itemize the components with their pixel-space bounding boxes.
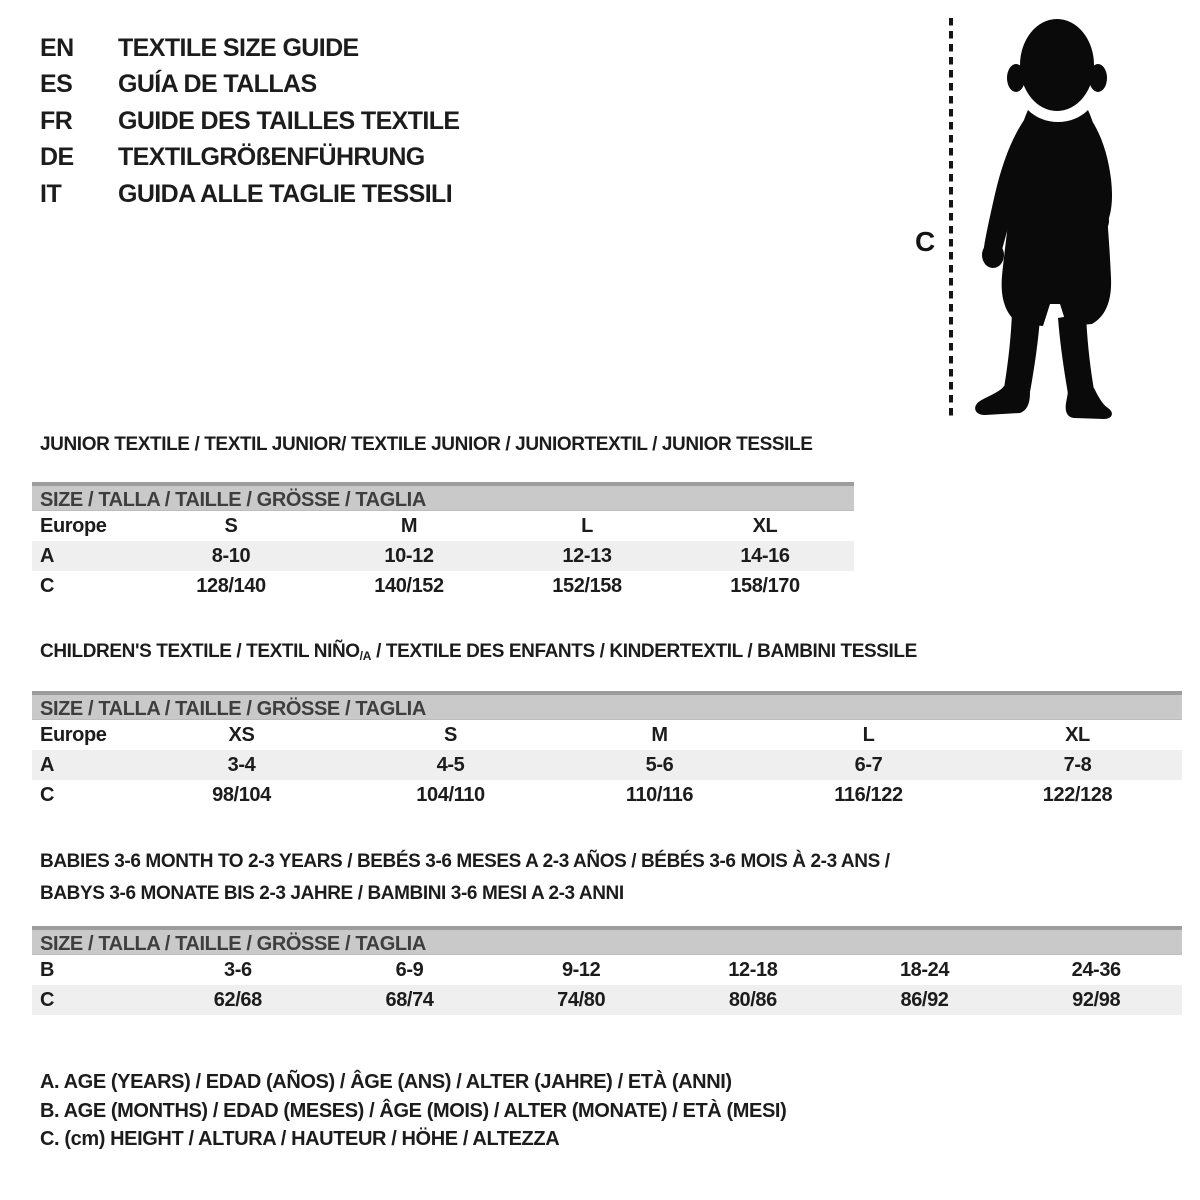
- children-size-table: [32, 691, 1182, 810]
- children-row-c-value: 104/110: [416, 784, 485, 806]
- babies-row-c-value: 62/68: [213, 989, 262, 1011]
- junior-size-table: [32, 482, 854, 601]
- junior-row-a-value: 14-16: [740, 545, 790, 567]
- junior-row-c-value: 158/170: [730, 575, 800, 597]
- babies-row-b-value: 12-18: [728, 959, 778, 981]
- lang-title-fr: GUIDE DES TAILLES TEXTILE: [118, 106, 460, 135]
- measure-label-c: C: [915, 226, 935, 257]
- junior-section-title: JUNIOR TEXTILE / TEXTIL JUNIOR/ TEXTILE JUNIOR / JUNIORTEXTIL / JUNIOR TESSILE: [40, 434, 813, 455]
- children-title-post: / TEXTILE DES ENFANTS / KINDERTEXTIL / BAMBINI TESSILE: [371, 641, 917, 662]
- children-col-s: S: [444, 724, 457, 746]
- children-header-row: [32, 720, 1182, 750]
- babies-size-table: [32, 926, 1182, 1015]
- children-row-a-value: 5-6: [645, 754, 674, 776]
- children-col-xs: XS: [228, 724, 255, 746]
- toddler-silhouette-icon: [975, 19, 1112, 419]
- language-header: [40, 30, 460, 213]
- babies-row-c-value: 86/92: [900, 989, 949, 1011]
- children-col-europe: Europe: [40, 724, 107, 746]
- lang-title-it: GUIDA ALLE TAGLIE TESSILI: [118, 179, 453, 208]
- babies-row-b-value: 6-9: [395, 959, 424, 981]
- babies-row-c-label: C: [40, 989, 55, 1011]
- junior-col-m: M: [400, 515, 418, 537]
- lang-title-de: TEXTILGRÖßENFÜHRUNG: [118, 143, 425, 172]
- children-row-a-value: 3-4: [227, 754, 256, 776]
- legend-line-c: C. (cm) HEIGHT / ALTURA / HAUTEUR / HÖHE / ALTEZZA: [40, 1128, 560, 1150]
- junior-row-a-value: 12-13: [562, 545, 612, 567]
- junior-col-xl: XL: [752, 515, 778, 537]
- children-row-c-value: 98/104: [212, 784, 271, 806]
- junior-row-a: [32, 541, 854, 571]
- lang-code-de: DE: [40, 143, 74, 172]
- lang-code-it: IT: [40, 179, 62, 208]
- children-row-c-value: 110/116: [625, 784, 694, 806]
- babies-row-c-value: 74/80: [557, 989, 606, 1011]
- children-row-a-value: 4-5: [436, 754, 465, 776]
- junior-row-c-value: 152/158: [552, 575, 622, 597]
- children-row-c-label: C: [40, 784, 55, 806]
- junior-col-s: S: [224, 515, 238, 537]
- babies-row-c: [32, 985, 1182, 1015]
- junior-row-c-value: 128/140: [196, 575, 266, 597]
- children-col-l: L: [862, 724, 875, 746]
- children-row-c: [32, 780, 1182, 810]
- height-measure-figure: [900, 14, 1145, 426]
- children-row-c-value: 116/122: [834, 784, 903, 806]
- children-col-m: M: [651, 724, 668, 746]
- babies-row-b-value: 24-36: [1071, 959, 1121, 981]
- babies-title-line2: BABYS 3-6 MONATE BIS 2-3 JAHRE / BAMBINI 3-6 MESI A 2-3 ANNI: [40, 883, 624, 904]
- junior-row-a-value: 8-10: [211, 545, 251, 567]
- children-row-a-label: A: [40, 754, 55, 776]
- junior-row-c-value: 140/152: [374, 575, 444, 597]
- legend-line-b: B. AGE (MONTHS) / EDAD (MESES) / ÂGE (MOIS) / ALTER (MONATE) / ETÀ (MESI): [40, 1099, 787, 1122]
- legend-line-a: A. AGE (YEARS) / EDAD (AÑOS) / ÂGE (ANS) / ALTER (JAHRE) / ETÀ (ANNI): [40, 1071, 732, 1093]
- babies-row-b: [32, 955, 1182, 985]
- children-col-xl: XL: [1065, 724, 1090, 746]
- babies-row-b-value: 9-12: [561, 959, 601, 981]
- lang-title-en: TEXTILE SIZE GUIDE: [118, 33, 359, 62]
- lang-code-fr: FR: [40, 106, 73, 135]
- children-row-c-value: 122/128: [1042, 784, 1113, 806]
- babies-row-c-value: 92/98: [1072, 989, 1121, 1011]
- lang-title-es: GUÍA DE TALLAS: [118, 70, 317, 99]
- junior-header-row: [32, 511, 854, 541]
- babies-row-b-value: 3-6: [223, 959, 252, 981]
- junior-size-header-band: SIZE / TALLA / TAILLE / GRÖSSE / TAGLIA: [32, 482, 854, 511]
- lang-code-en: EN: [40, 33, 74, 62]
- junior-col-l: L: [581, 515, 593, 537]
- children-row-a: [32, 750, 1182, 780]
- junior-col-europe: Europe: [40, 515, 107, 537]
- children-title-subscript: /A: [359, 649, 372, 663]
- children-row-a-value: 6-7: [854, 754, 883, 776]
- babies-size-header-band: SIZE / TALLA / TAILLE / GRÖSSE / TAGLIA: [32, 926, 1182, 955]
- junior-row-a-label: A: [40, 545, 55, 567]
- junior-row-c-label: C: [40, 575, 55, 597]
- babies-title-line1: BABIES 3-6 MONTH TO 2-3 YEARS / BEBÉS 3-6 MESES A 2-3 AÑOS / BÉBÉS 3-6 MOIS À 2-3 ANS /: [40, 851, 890, 872]
- children-section-title: [40, 641, 917, 663]
- babies-row-c-value: 68/74: [385, 989, 434, 1011]
- measurement-legend: [40, 1068, 786, 1154]
- lang-code-es: ES: [40, 70, 73, 99]
- junior-row-c: [32, 571, 854, 601]
- children-title-pre: CHILDREN'S TEXTILE / TEXTIL NIÑO: [40, 641, 360, 662]
- babies-row-b-label: B: [40, 959, 55, 981]
- babies-row-b-value: 18-24: [899, 959, 950, 981]
- children-size-header-band: SIZE / TALLA / TAILLE / GRÖSSE / TAGLIA: [32, 691, 1182, 720]
- children-row-a-value: 7-8: [1063, 754, 1092, 776]
- babies-row-c-value: 80/86: [728, 989, 777, 1011]
- junior-row-a-value: 10-12: [384, 545, 434, 567]
- babies-section-title: [40, 846, 890, 910]
